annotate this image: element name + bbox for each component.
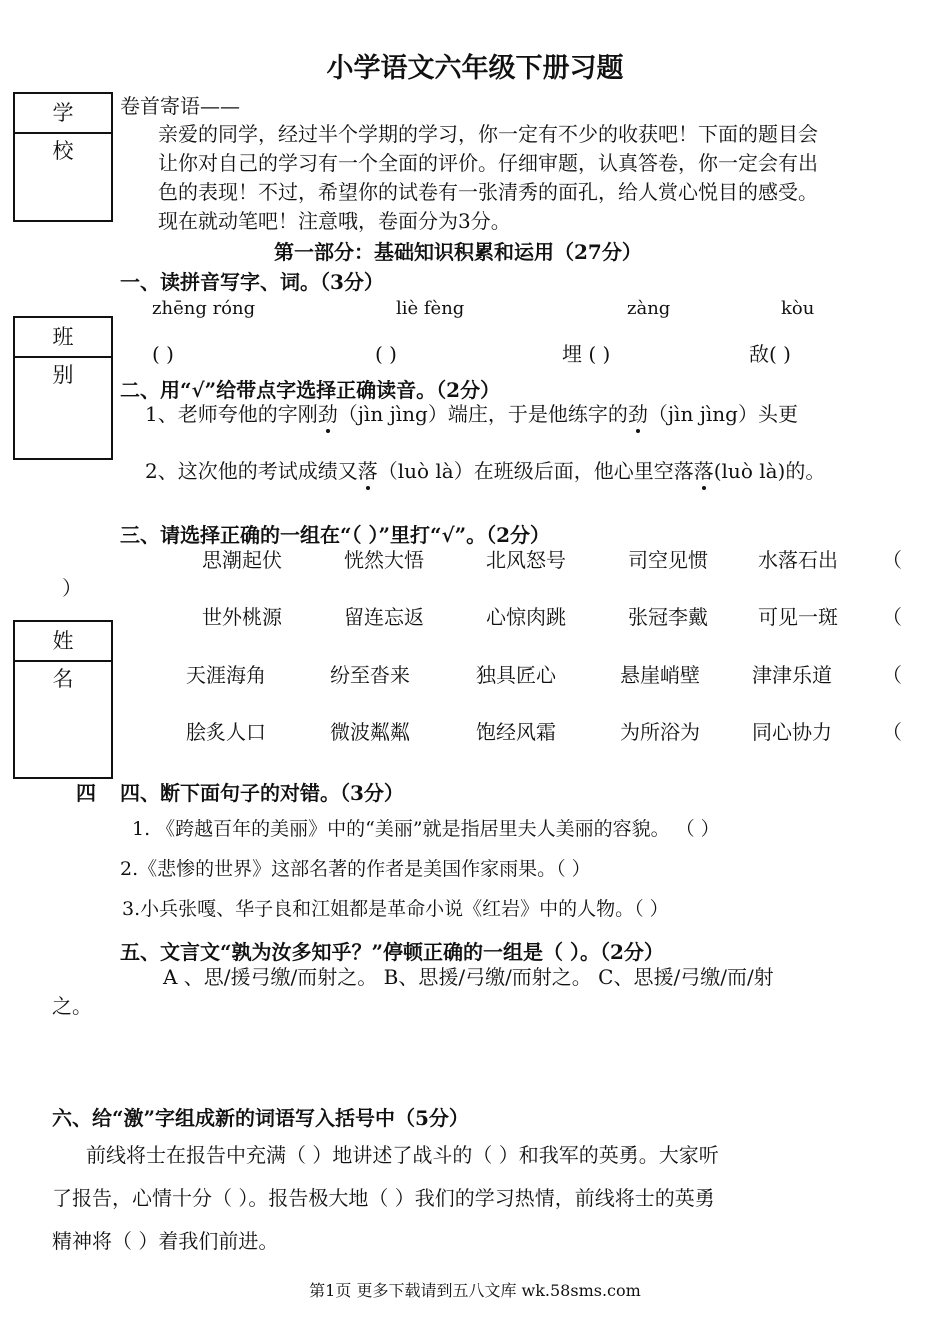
idiom: 津津乐道 <box>752 663 832 687</box>
idiom: 恍然大悟 <box>344 548 424 572</box>
dotted-char: 落 <box>357 459 378 483</box>
idiom: 纷至沓来 <box>330 663 410 687</box>
dotted-char: 劲 <box>317 402 338 426</box>
idiom: 微波粼粼 <box>330 720 410 744</box>
answer-paren-close: ） <box>62 576 82 600</box>
idiom: 思潮起伏 <box>202 548 282 572</box>
answer-paren[interactable]: （ <box>882 548 902 572</box>
q6-heading: 六、给“激”字组成新的词语写入括号中（5分） <box>52 1106 469 1130</box>
answer-blank[interactable]: 埋 ( ) <box>562 342 611 366</box>
preface-line: 亲爱的同学，经过半个学期的学习，你一定有不少的收获吧！下面的题目会 <box>158 122 818 146</box>
answer-paren[interactable]: （ <box>882 720 902 744</box>
q5-heading: 五、文言文“孰为汝多知乎？”停顿正确的一组是（ ）。（2分） <box>120 940 664 964</box>
idiom: 世外桃源 <box>202 605 282 629</box>
answer-paren[interactable]: （ <box>882 605 902 629</box>
idiom: 脍炙人口 <box>186 720 266 744</box>
idiom: 天涯海角 <box>186 663 266 687</box>
preface-line: 色的表现！不过，希望你的试卷有一张清秀的面孔，给人赏心悦目的感受。 <box>158 180 818 204</box>
q3-heading: 三、请选择正确的一组在“（ ）”里打“√”。（2分） <box>120 523 551 547</box>
part1-heading: 第一部分：基础知识积累和运用（27分） <box>274 240 642 264</box>
preface-line: 让你对自己的学习有一个全面的评价。仔细审题，认真答卷，你一定会有出 <box>158 151 818 175</box>
name-box <box>13 620 113 779</box>
class-label: 班 别 <box>15 318 111 358</box>
answer-paren[interactable]: （ <box>882 663 902 687</box>
q4-item: 1. 《跨越百年的美丽》中的“美丽”就是指居里夫人美丽的容貌。 （ ） <box>132 818 720 840</box>
q6-line: 前线将士在报告中充满（ ）地讲述了战斗的（ ）和我军的英勇。大家听 <box>86 1143 719 1167</box>
q4-item: 3.小兵张嘎、华子良和江姐都是革命小说《红岩》中的人物。（ ） <box>122 898 669 920</box>
idiom: 北风怒号 <box>486 548 566 572</box>
pinyin: kòu <box>781 298 815 319</box>
q2-sentence-2: 2、这次他的考试成绩又落（luò là）在班级后面，他心里空落落(luò là)的。 <box>145 459 826 483</box>
idiom: 司空见惯 <box>628 548 708 572</box>
idiom: 饱经风霜 <box>476 720 556 744</box>
q4-item: 2.《悲惨的世界》这部名著的作者是美国作家雨果。（ ） <box>120 858 591 880</box>
idiom: 水落石出 <box>758 548 838 572</box>
name-label: 姓 名 <box>15 622 111 662</box>
idiom: 独具匠心 <box>476 663 556 687</box>
answer-blank[interactable]: ( ) <box>152 342 174 366</box>
answer-blank[interactable]: 敌( ) <box>749 342 791 366</box>
pinyin: zhēng róng <box>152 298 256 319</box>
answer-blank[interactable]: ( ) <box>375 342 397 366</box>
idiom: 同心协力 <box>752 720 832 744</box>
dotted-char: 落 <box>693 459 714 483</box>
q2-sentence-1: 1、老师夸他的字刚劲（jìn jìng）端庄，于是他练字的劲（jìn jìng）头更 <box>145 402 798 426</box>
preface-line: 现在就动笔吧！注意哦，卷面分为3分。 <box>158 209 511 233</box>
q1-heading: 一、读拼音写字、词。（3分） <box>120 270 384 294</box>
q5-options-cont: 之。 <box>52 994 92 1018</box>
q2-heading: 二、用“√”给带点字选择正确读音。（2分） <box>120 378 501 402</box>
preface-heading: 卷首寄语—— <box>120 94 240 118</box>
idiom: 心惊肉跳 <box>486 605 566 629</box>
dotted-char: 劲 <box>627 402 648 426</box>
idiom: 为所浴为 <box>620 720 700 744</box>
class-box <box>13 316 113 460</box>
school-box <box>13 92 113 222</box>
page-footer: 第1页 更多下载请到五八文库 wk.58sms.com <box>309 1281 641 1300</box>
q4-prefix: 四 <box>76 781 96 805</box>
idiom: 可见一斑 <box>758 605 838 629</box>
q5-options: A 、思/援弓缴/而射之。 B、思援/弓缴/而射之。 C、思援/弓缴/而/射 <box>163 965 774 989</box>
pinyin: liè fèng <box>396 298 465 319</box>
q6-line: 了报告，心情十分（ ）。报告极大地（ ）我们的学习热情，前线将士的英勇 <box>52 1186 715 1210</box>
idiom: 张冠李戴 <box>628 605 708 629</box>
q6-line: 精神将（ ）着我们前进。 <box>52 1229 279 1253</box>
school-label: 学 校 <box>15 94 111 134</box>
page-title: 小学语文六年级下册习题 <box>326 53 624 84</box>
q4-heading: 四、断下面句子的对错。（3分） <box>120 781 404 805</box>
idiom: 留连忘返 <box>344 605 424 629</box>
idiom: 悬崖峭壁 <box>620 663 700 687</box>
pinyin: zàng <box>627 298 671 319</box>
